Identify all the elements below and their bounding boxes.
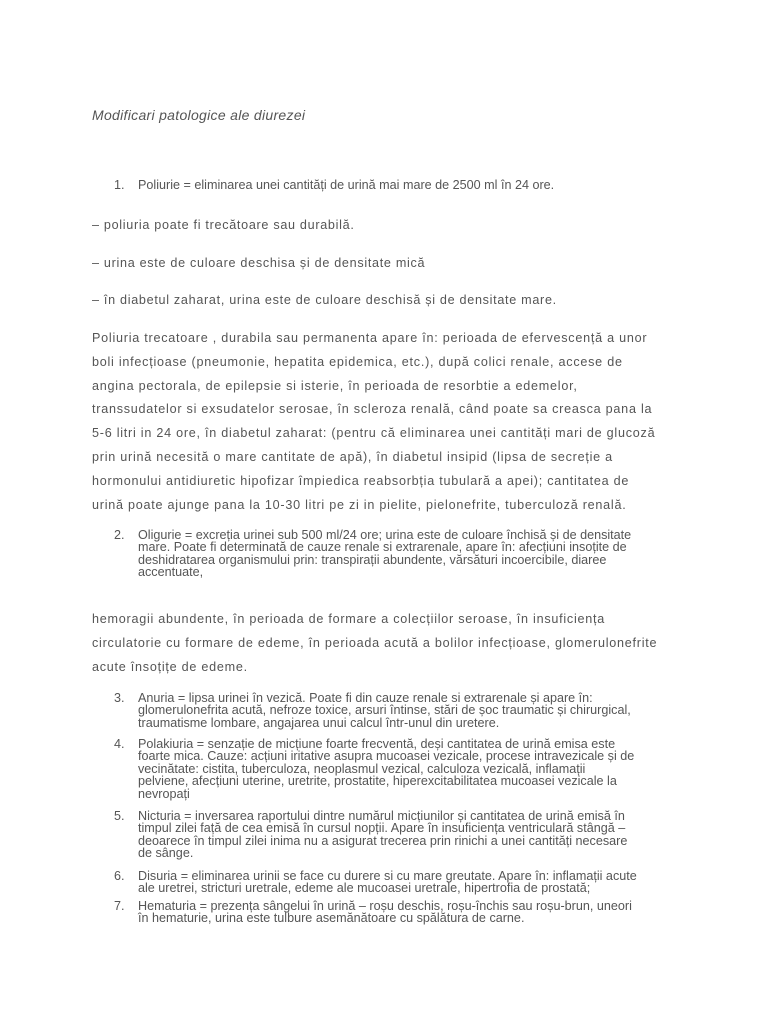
paragraph-line: acute însoțițe de edeme. [92, 659, 248, 674]
list-text [138, 692, 678, 729]
list-text-line: deoarece în timpul zilei inima nu a asigurat trecerea prin rinichi a unei cantități necesare [138, 833, 628, 848]
list-text [138, 529, 678, 579]
list-text-line: vecinătate: cistita, tuberculoza, neoplasmul vezical, calculoza vezicală, inflamații [138, 761, 586, 776]
list-text-line: în hematurie, urina este tulbure asemănătoare cu spălătura de carne. [138, 911, 525, 926]
list-text-line: foarte mica. Cauze: acțiuni iritative asupra mucoasei vezicale, procese intravezicale și de [138, 749, 635, 764]
paragraph-line: circulatorie cu formare de edeme, în perioada acută a bolilor infecțioase, glomerulonefrite [92, 635, 658, 650]
list-text: Poliurie = eliminarea unei cantități de urină mai mare de 2500 ml în 24 ore. [138, 178, 555, 192]
list-text-line: Oligurie = excreția urinei sub 500 ml/24 ore; urina este de culoare închisă și de densitate [138, 528, 632, 542]
bullet-line: – poliuria poate fi trecătoare sau durabilă. [92, 218, 355, 232]
list-text-line: Anuria = lipsa urinei în vezică. Poate fi din cauze renale si extrarenale și apare în: [138, 691, 593, 705]
list-text [138, 900, 678, 925]
list-number: 2. [114, 528, 125, 542]
list-text-line: Polakiuria = senzație de micțiune foarte frecventă, deși cantitatea de urină emisa este [138, 737, 616, 751]
list-text [138, 738, 678, 800]
paragraph-line: transsudatelor si exsudatelor serosae, în scleroza renală, când poate sa creasca pana la [92, 402, 653, 417]
paragraph-line: prin urină necesită o mare cantitate de apă), în diabetul insipid (lipsa de secreție a [92, 449, 613, 464]
list-number: 4. [114, 737, 125, 751]
bullet-line: – urina este de culoare deschisa și de densitate mică [92, 256, 426, 270]
paragraph-line: urină poate ajunge pana la 10-30 litri pe zi in pielite, pielonefrite, tuberculoză renală. [92, 497, 627, 512]
list-text-line: accentuate, [138, 565, 204, 580]
list-text-line: Nicturia = inversarea raportului dintre numărul micțiunilor și cantitatea de urină emisă în [138, 809, 625, 823]
list-number: 1. [114, 178, 125, 192]
list-text-line: ale uretrei, stricturi uretrale, edeme ale mucoasei uretrale, hipertrofia de prostată; [138, 881, 591, 896]
list-number: 6. [114, 869, 125, 883]
bullet-line: – în diabetul zaharat, urina este de culoare deschisă și de densitate mare. [92, 293, 557, 307]
list-text-line: de sânge. [138, 846, 194, 861]
list-text-line: mare. Poate fi determinată de cauze renale si extrarenale, apare în: afecțiuni insoțite de [138, 540, 627, 555]
paragraph-line: boli infecțioase (pneumonie, hepatita epidemica, etc.), după colici renale, accese de [92, 354, 623, 369]
list-text [138, 870, 678, 895]
list-text-line: timpul zilei față de cea emisă în cursul nopții. Apare în insuficiența ventriculară stângă – [138, 821, 626, 836]
paragraph-oligurie-continued [92, 608, 672, 679]
list-text-line: Hematuria = prezența sângelui în urină – roșu deschis, roșu-închis sau roșu-brun, uneori [138, 899, 632, 913]
list-text-line: deshidratarea organismului prin: transpirații abundente, vărsături incoercibile, diaree [138, 552, 607, 567]
list-text-line: glomerulonefrita acută, nefroze toxice, arsuri întinse, stări de șoc traumatic și chirurgical, [138, 703, 631, 718]
paragraph-line: hormonului antidiuretic hipofizar împiedica reabsorbția tubulară a apei); cantitatea de [92, 473, 630, 488]
list-text-line: Disuria = eliminarea urinii se face cu durere si cu mare greutate. Apare în: inflamații acute [138, 869, 637, 883]
list-text-line: pelviene, afecțiuni uterine, uretrite, prostatite, hiperexcitabilitatea mucoasei vezicale la [138, 774, 617, 789]
list-number: 3. [114, 691, 125, 705]
paragraph-line: hemoragii abundente, în perioada de formare a colecțiilor seroase, în insuficiența [92, 612, 606, 626]
document-title: Modificari patologice ale diurezei [92, 107, 306, 123]
paragraph-line: angina pectorala, de epilepsie si isterie, în perioada de resorbtie a edemelor, [92, 378, 578, 393]
list-number: 7. [114, 899, 125, 913]
list-text-line: nevropați [138, 786, 190, 801]
list-text [138, 810, 678, 860]
paragraph-poliuria [92, 327, 672, 517]
list-text-line: traumatisme lombare, angajarea unui calcul într-unul din uretere. [138, 715, 500, 730]
list-number: 5. [114, 809, 125, 823]
paragraph-line: Poliuria trecatoare , durabila sau permanenta apare în: perioada de efervescență a unor [92, 331, 648, 345]
paragraph-line: 5-6 litri in 24 ore, în diabetul zaharat: (pentru că eliminarea unei cantități mari de glucoză [92, 426, 656, 441]
